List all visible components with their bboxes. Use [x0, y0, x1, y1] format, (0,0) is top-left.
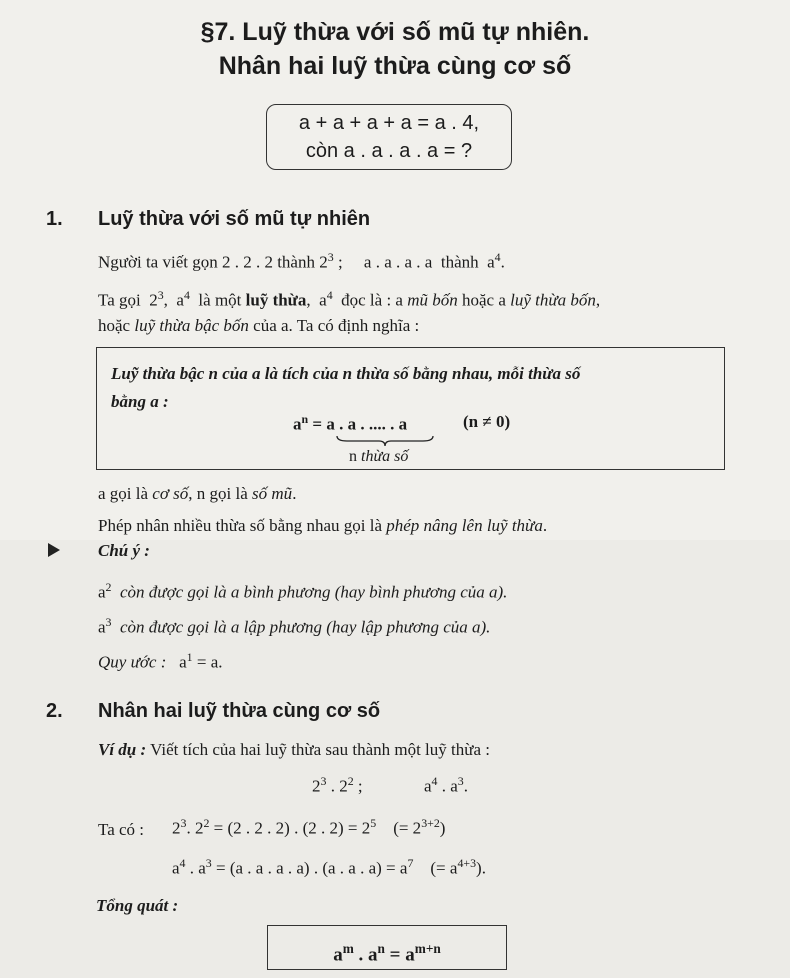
result-line2: $a^4$ . $a^3 = (a$ . a . a . a) . (a . a . $a) = a^7$ (= $a^{4+3}$). — [172, 856, 486, 878]
note-line1: $a^2$ còn được gọi là a bình phương (hay bình phương của a). — [98, 580, 508, 602]
definition-formula: $a^n = a$ . a . .... . a — [293, 412, 408, 434]
brace-label: n thừa số — [349, 448, 409, 465]
page-title-line1: §7. Luỹ thừa với số mũ tự nhiên. — [200, 18, 590, 46]
general-formula-box: $a^m$ . $a^n = a^{m+n}$ — [267, 925, 507, 970]
example-line: Ví dụ : Viết tích của hai luỹ thừa sau thành một luỹ thừa : — [98, 740, 490, 759]
example-expression2: $a^4$ . $a^3$. — [424, 774, 468, 796]
definition-box — [96, 347, 725, 470]
taco-label: Ta có : — [98, 820, 145, 839]
section1-paragraph5: Phép nhân nhiều thừa số bằng nhau gọi là phép nâng lên luỹ thừa. — [98, 516, 548, 535]
page-title-line2: Nhân hai luỹ thừa cùng cơ số — [218, 52, 572, 80]
section1-number: 1. — [46, 208, 63, 230]
intro-line1: a + a + a + a = a . 4, — [298, 112, 480, 134]
section2-number: 2. — [46, 700, 63, 722]
note-triangle-icon — [48, 543, 60, 557]
definition-condition: (n ≠ 0) — [463, 412, 511, 431]
definition-text: Luỹ thừa bậc n của a là tích của n thừa số bằng nhau, mỗi thừa số bằng a : — [111, 364, 581, 411]
section1-paragraph3: hoặc luỹ thừa bậc bốn của a. Ta có định nghĩa : — [98, 316, 420, 335]
section1-paragraph1: Người ta viết gọn 2 . 2 . 2 thành $2^3$ ; a . a . a . a thành $a^4$. — [98, 250, 505, 272]
intro-box — [266, 104, 512, 170]
note-heading: Chú ý : — [98, 541, 150, 560]
section1-paragraph2: Ta gọi $2^3$, $a^4$ là một luỹ thừa, $a^4$ đọc là : a mũ bốn hoặc a luỹ thừa bốn, — [98, 288, 601, 310]
section2-heading: Nhân hai luỹ thừa cùng cơ số — [98, 700, 381, 722]
section1-paragraph4: a gọi là cơ số, n gọi là số mũ. — [98, 484, 297, 503]
example-expression1: $2^3$ . $2^2$ ; — [312, 774, 363, 796]
result-line1: $2^3$. $2^2 = (2$ . 2 . 2) . (2 . $2) = 2^5$ (= $2^{3+2}$) — [172, 816, 446, 838]
section1-heading: Luỹ thừa với số mũ tự nhiên — [98, 208, 371, 230]
intro-line2: còn a . a . a . a = ? — [305, 140, 473, 162]
general-label: Tổng quát : — [96, 896, 179, 915]
underbrace — [335, 434, 435, 448]
note-line2: $a^3$ còn được gọi là a lập phương (hay lập phương của a). — [98, 615, 491, 637]
note-line3: Quy ước : $a^1 = a$. — [98, 650, 223, 672]
